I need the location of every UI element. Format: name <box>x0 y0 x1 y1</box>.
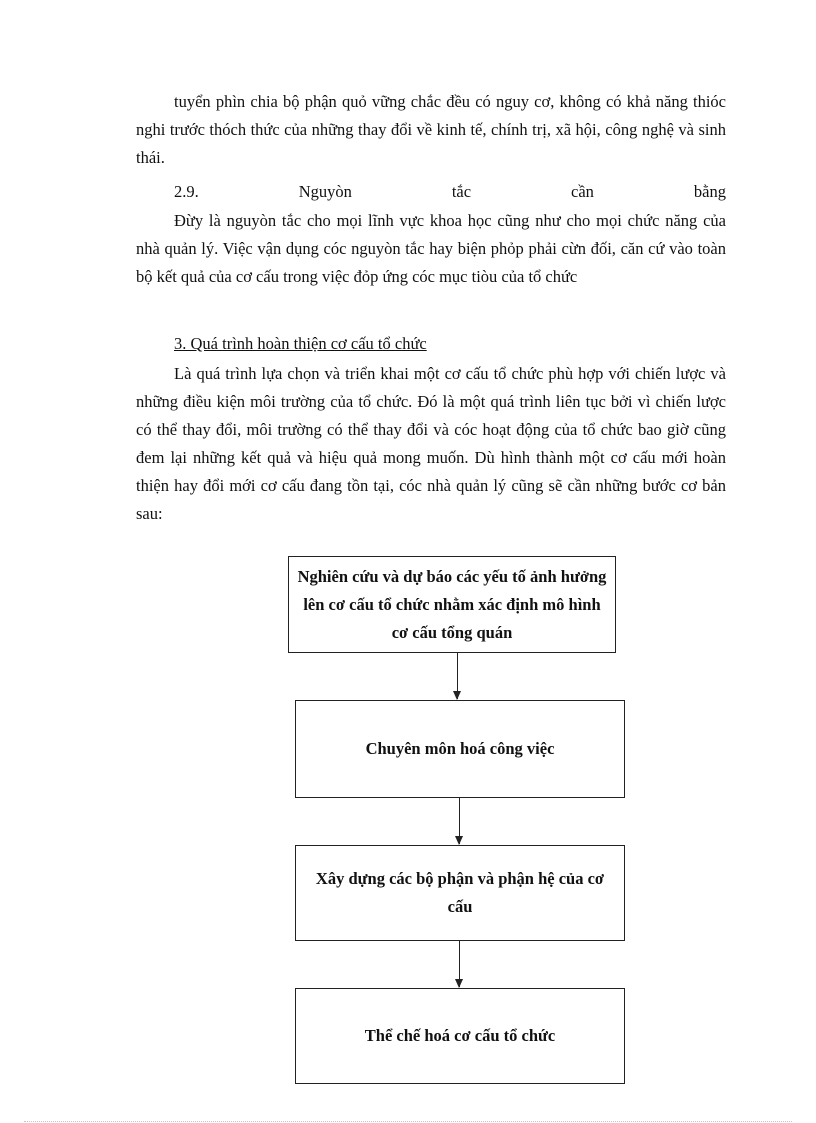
page-bottom-divider <box>24 1121 792 1122</box>
flow-step-specialization <box>295 700 625 798</box>
flow-arrow <box>457 653 458 699</box>
flow-step-institutionalize <box>295 988 625 1084</box>
flow-step-label: Xây dựng các bộ phận và phận hệ của cơ cấu <box>315 869 605 916</box>
section-3-title: 3. Quá trình hoàn thiện cơ cấu tổ chức <box>174 334 427 353</box>
paragraph-balance-principle: Đừy là nguyòn tắc cho mọi lĩnh vực khoa học cũng như cho mọi chức năng của nhà quản lý. Việc vận dụng cóc nguyòn tắc hay biện phỏp phải cừn đối, căn cứ vào toàn bộ kết quả của cơ cấu trong việc đỏp ứng cóc mục tiòu của tổ chức <box>136 211 726 286</box>
paragraph-process-description: Là quá trình lựa chọn và triển khai một cơ cấu tổ chức phù hợp với chiến lược và những điều kiện môi trường của tổ chức. Đó là một quá trình liên tục bởi vì chiến lược có thể thay đổi, môi trường có thể thay đổi và cóc hoạt động của tổ chức bao giờ cũng đem lại những kết quả và hiệu quả mong muốn. Dù hình thành một cơ cấu mới hoàn thiện hay đổi mới cơ cấu đang tồn tại, cóc nhà quản lý cũng sẽ cần những bước cơ bản sau: <box>136 364 726 523</box>
heading-number: 2.9. <box>174 182 199 201</box>
flow-step-research <box>288 556 616 653</box>
flow-step-build-units <box>295 845 625 941</box>
flow-step-label: Chuyên môn hoá công việc <box>365 739 555 758</box>
heading-word: Nguyòn <box>298 182 352 201</box>
heading-word: cần <box>571 182 594 201</box>
paragraph-division-risk: tuyển phìn chia bộ phận quỏ vững chắc đều có nguy cơ, không có khả năng thióc nghi trước thóch thức của những thay đổi về kinh tế, chính trị, xã hội, công nghệ và sinh thái. <box>136 92 726 167</box>
flow-arrow <box>459 941 460 987</box>
heading-word: bằng <box>693 182 726 201</box>
flow-arrow <box>459 798 460 844</box>
flow-step-label: Nghiên cứu và dự báo các yếu tố ảnh hưởng lên cơ cấu tổ chức nhằm xác định mô hình cơ cấu tổng quán <box>297 566 607 642</box>
heading-word: tắc <box>451 182 472 201</box>
flow-step-label: Thể chế hoá cơ cấu tổ chức <box>364 1026 556 1045</box>
heading-2-9 <box>174 178 726 206</box>
